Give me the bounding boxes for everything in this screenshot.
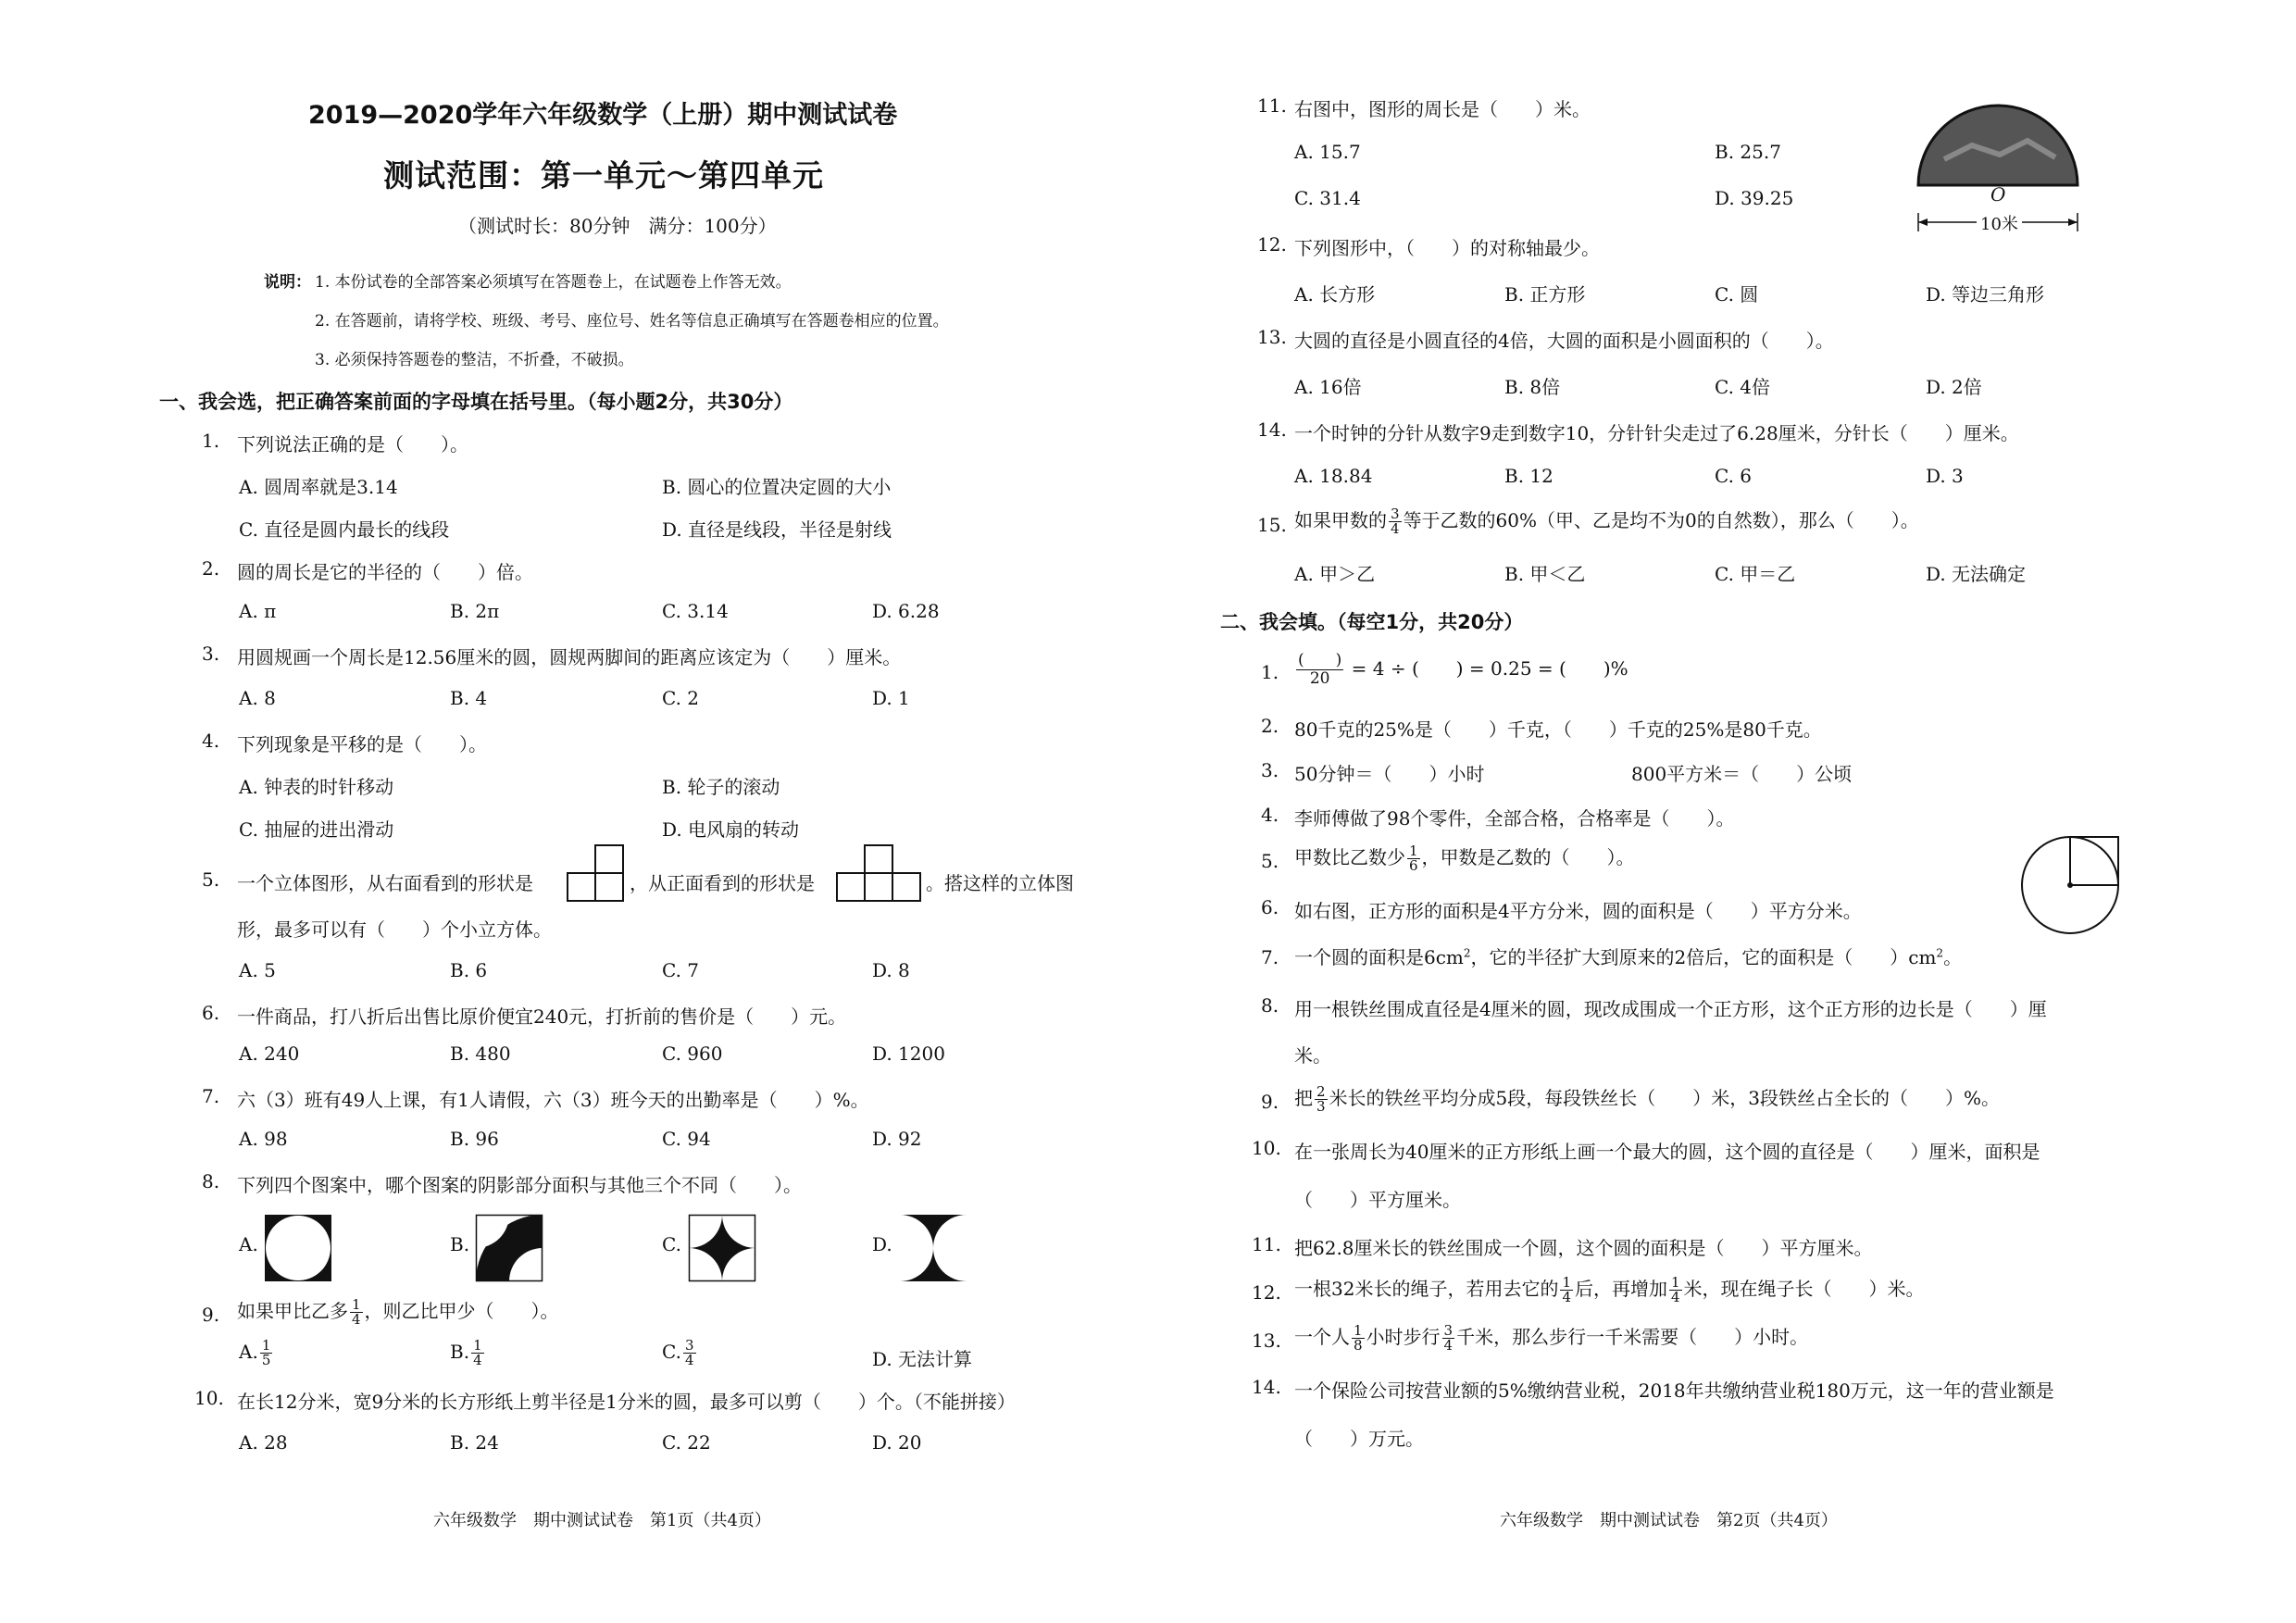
q9-num: 9. bbox=[202, 1304, 220, 1326]
q12-text: 下列图形中，（ ）的对称轴最少。 bbox=[1294, 237, 1600, 259]
q9-b-den: 4 bbox=[473, 1352, 482, 1368]
f7-text-2: ，它的半径扩大到原来的2倍后，它的面积是（ ）cm bbox=[1470, 946, 1937, 968]
f5-text-2: ，甲数是乙数的（ ）。 bbox=[1421, 846, 1635, 868]
f13-fraction-1 bbox=[1352, 1324, 1365, 1353]
q9-a-den: 5 bbox=[261, 1352, 271, 1368]
q10-option-b: B. 24 bbox=[450, 1431, 499, 1454]
f5-fraction bbox=[1407, 844, 1420, 873]
f1-fraction bbox=[1296, 652, 1343, 688]
q15-text-1: 如果甲数的 bbox=[1294, 509, 1387, 531]
f12-frac2-num: 1 bbox=[1671, 1274, 1680, 1291]
f9-frac-den: 3 bbox=[1316, 1098, 1326, 1115]
q6-option-b: B. 480 bbox=[450, 1042, 511, 1065]
q14-option-c: C. 6 bbox=[1715, 465, 1753, 487]
q10-text: 在长12分米，宽9分米的长方形纸上剪半径是1分米的圆，最多可以剪（ ）个。（不能拼接） bbox=[237, 1391, 1016, 1413]
f14-text-1: 一个保险公司按营业额的5%缴纳营业税，2018年共缴纳营业税180万元，这一年的营业额是 bbox=[1294, 1380, 2054, 1402]
q15-num: 15. bbox=[1257, 514, 1287, 536]
q7-option-d: D. 92 bbox=[872, 1128, 922, 1150]
f9-text-2: 米长的铁丝平均分成5段，每段铁丝长（ ）米，3段铁丝占全长的（ ）%。 bbox=[1329, 1087, 2000, 1109]
f1-text-expr: = 4 ÷ ( ) = 0.25 = ( )% bbox=[1351, 657, 1628, 680]
q8-option-c: C. bbox=[662, 1233, 681, 1255]
q4-num: 4. bbox=[202, 730, 220, 752]
notes-label: 说明： bbox=[264, 273, 311, 292]
pattern-b-shape bbox=[476, 1215, 543, 1281]
q15-frac-den: 4 bbox=[1391, 520, 1400, 537]
q9-c-num: 3 bbox=[684, 1337, 694, 1354]
q1-text: 下列说法正确的是（ ）。 bbox=[237, 433, 468, 456]
q11-text: 右图中，图形的周长是（ ）米。 bbox=[1294, 98, 1591, 120]
q2-option-c: C. 3.14 bbox=[662, 600, 729, 622]
pattern-c-shape bbox=[689, 1215, 755, 1281]
q9-frac-num: 1 bbox=[352, 1296, 361, 1313]
q7-num: 7. bbox=[202, 1085, 220, 1107]
f13-text-2: 小时步行 bbox=[1366, 1326, 1441, 1348]
f12-frac2-den: 4 bbox=[1671, 1289, 1680, 1305]
f9-text-1: 把 bbox=[1294, 1087, 1313, 1109]
f12-num: 12. bbox=[1252, 1281, 1281, 1304]
f12-text-1: 一根32米长的绳子，若用去它的 bbox=[1294, 1278, 1559, 1300]
f3-text-2: 800平方米＝（ ）公顷 bbox=[1631, 763, 1853, 785]
q14-option-a: A. 18.84 bbox=[1294, 465, 1373, 487]
f9-frac-num: 2 bbox=[1316, 1083, 1326, 1100]
q5-text-4: 形，最多可以有（ ）个小立方体。 bbox=[237, 918, 552, 941]
q12-num: 12. bbox=[1257, 233, 1287, 256]
exam-title: 2019—2020学年六年级数学（上册）期中测试试卷 bbox=[308, 101, 898, 130]
q4-option-d: D. 电风扇的转动 bbox=[662, 818, 800, 841]
q3-num: 3. bbox=[202, 643, 220, 665]
q12-option-a: A. 长方形 bbox=[1294, 283, 1376, 306]
q4-option-c: C. 抽屉的进出滑动 bbox=[239, 818, 394, 841]
q9-a-label: A. bbox=[239, 1341, 258, 1363]
f7-sup-2: 2 bbox=[1936, 946, 1944, 960]
f14-num: 14. bbox=[1252, 1376, 1281, 1398]
q8-option-a: A. bbox=[239, 1233, 258, 1255]
f4-num: 4. bbox=[1261, 804, 1279, 826]
q15-option-b: B. 甲＜乙 bbox=[1504, 563, 1586, 585]
q3-option-d: D. 1 bbox=[872, 687, 910, 709]
q6-num: 6. bbox=[202, 1002, 220, 1024]
q7-option-a: A. 98 bbox=[239, 1128, 288, 1150]
q14-num: 14. bbox=[1257, 418, 1287, 441]
f1-text bbox=[1294, 652, 1628, 688]
q12-option-c: C. 圆 bbox=[1715, 283, 1759, 306]
f10-text-1: 在一张周长为40厘米的正方形纸上画一个最大的圆，这个圆的直径是（ ）厘米，面积是 bbox=[1294, 1141, 2040, 1163]
f7-text-3: 。 bbox=[1943, 946, 1963, 968]
q9-option-a bbox=[239, 1339, 274, 1367]
f12-text-2: 后，再增加 bbox=[1575, 1278, 1667, 1300]
f5-text bbox=[1294, 843, 1635, 873]
q11-option-c: C. 31.4 bbox=[1294, 187, 1361, 209]
q9-text bbox=[237, 1296, 559, 1327]
f13-frac1-num: 1 bbox=[1354, 1322, 1363, 1339]
q11-num: 11. bbox=[1257, 94, 1287, 117]
q11-option-b: B. 25.7 bbox=[1715, 141, 1781, 163]
f12-frac1-den: 4 bbox=[1562, 1289, 1571, 1305]
q9-option-c bbox=[662, 1339, 698, 1367]
q1-option-c: C. 直径是圆内最长的线段 bbox=[239, 518, 450, 541]
q9-c-den: 4 bbox=[684, 1352, 694, 1368]
q11-option-a: A. 15.7 bbox=[1294, 141, 1361, 163]
f1-num: 1. bbox=[1261, 661, 1279, 683]
footer-left: 六年级数学 期中测试试卷 第1页（共4页） bbox=[433, 1511, 771, 1530]
f2-text: 80千克的25%是（ ）千克，（ ）千克的25%是80千克。 bbox=[1294, 718, 1822, 741]
exam-meta: （测试时长：80分钟 满分：100分） bbox=[458, 215, 777, 237]
f9-fraction bbox=[1315, 1085, 1328, 1114]
f12-fraction-1 bbox=[1560, 1276, 1573, 1305]
f3-text-1: 50分钟＝（ ）小时 bbox=[1294, 763, 1485, 785]
q2-option-a: A. π bbox=[239, 600, 277, 622]
q12-option-b: B. 正方形 bbox=[1504, 283, 1586, 306]
q1-num: 1. bbox=[202, 430, 220, 452]
q5-text-2: ，从正面看到的形状是 bbox=[630, 872, 815, 894]
q9-c-frac bbox=[683, 1339, 696, 1367]
f9-num: 9. bbox=[1261, 1091, 1279, 1113]
q1-option-d: D. 直径是线段，半径是射线 bbox=[662, 518, 892, 541]
q13-num: 13. bbox=[1257, 326, 1287, 348]
q9-a-num: 1 bbox=[261, 1337, 271, 1354]
q5-option-a: A. 5 bbox=[239, 959, 276, 981]
f12-text bbox=[1294, 1274, 1925, 1305]
q2-num: 2. bbox=[202, 557, 220, 580]
f7-text bbox=[1294, 943, 1962, 969]
footer-right: 六年级数学 期中测试试卷 第2页（共4页） bbox=[1500, 1511, 1838, 1530]
q10-num: 10. bbox=[194, 1387, 224, 1409]
q9-c-label: C. bbox=[662, 1341, 681, 1363]
f13-fraction-2 bbox=[1442, 1324, 1455, 1353]
q5-option-d: D. 8 bbox=[872, 959, 910, 981]
f12-frac1-num: 1 bbox=[1562, 1274, 1571, 1291]
f5-frac-den: 6 bbox=[1409, 857, 1418, 874]
f13-text-3: 千米，那么步行一千米需要（ ）小时。 bbox=[1456, 1326, 1809, 1348]
q15-option-d: D. 无法确定 bbox=[1926, 563, 2027, 585]
q6-option-a: A. 240 bbox=[239, 1042, 300, 1065]
q14-option-d: D. 3 bbox=[1926, 465, 1964, 487]
q9-b-num: 1 bbox=[473, 1337, 482, 1354]
q3-option-b: B. 4 bbox=[450, 687, 488, 709]
f8-text-1: 用一根铁丝围成直径是4厘米的圆，现改成围成一个正方形，这个正方形的边长是（ ）厘 bbox=[1294, 998, 2047, 1020]
note-3: 3. 必须保持答题卷的整洁，不折叠，不破损。 bbox=[315, 351, 634, 369]
f3-num: 3. bbox=[1261, 759, 1279, 781]
f6-num: 6. bbox=[1261, 896, 1279, 918]
q13-option-d: D. 2倍 bbox=[1926, 376, 1982, 398]
front-view-shape bbox=[836, 844, 921, 902]
q11-option-d: D. 39.25 bbox=[1715, 187, 1794, 209]
q13-option-b: B. 8倍 bbox=[1504, 376, 1561, 398]
f5-text-1: 甲数比乙数少 bbox=[1294, 846, 1405, 868]
f14-text-2: （ ）万元。 bbox=[1294, 1428, 1424, 1450]
q4-text: 下列现象是平移的是（ ）。 bbox=[237, 733, 487, 755]
f7-text-1: 一个圆的面积是6cm bbox=[1294, 946, 1464, 968]
q6-text: 一件商品，打八折后出售比原价便宜240元，打折前的售价是（ ）元。 bbox=[237, 1005, 847, 1028]
q4-option-a: A. 钟表的时针移动 bbox=[239, 776, 394, 798]
f2-num: 2. bbox=[1261, 715, 1279, 737]
f8-text-2: 米。 bbox=[1294, 1044, 1331, 1067]
f12-fraction-2 bbox=[1669, 1276, 1682, 1305]
q8-option-b: B. bbox=[450, 1233, 470, 1255]
f13-frac1-den: 8 bbox=[1354, 1337, 1363, 1354]
q2-option-b: B. 2π bbox=[450, 600, 500, 622]
f6-text: 如右图，正方形的面积是4平方分米，圆的面积是（ ）平方分米。 bbox=[1294, 900, 1862, 922]
q9-a-frac bbox=[260, 1339, 273, 1367]
q10-option-c: C. 22 bbox=[662, 1431, 711, 1454]
q5-option-c: C. 7 bbox=[662, 959, 700, 981]
f13-frac2-num: 3 bbox=[1443, 1322, 1454, 1339]
f13-text-1: 一个人 bbox=[1294, 1326, 1350, 1348]
q15-option-a: A. 甲＞乙 bbox=[1294, 563, 1376, 585]
q15-option-c: C. 甲＝乙 bbox=[1715, 563, 1796, 585]
q13-text: 大圆的直径是小圆直径的4倍，大圆的面积是小圆面积的（ ）。 bbox=[1294, 330, 1834, 352]
q9-b-frac bbox=[471, 1339, 484, 1367]
q9-b-label: B. bbox=[450, 1341, 470, 1363]
f4-text: 李师傅做了98个零件，全部合格，合格率是（ ）。 bbox=[1294, 807, 1735, 830]
q5-text-3: 。搭这样的立体图 bbox=[926, 872, 1074, 894]
q9-text-1: 如果甲比乙多 bbox=[237, 1300, 348, 1322]
q7-option-b: B. 96 bbox=[450, 1128, 499, 1150]
q9-option-b bbox=[450, 1339, 486, 1367]
q13-option-c: C. 4倍 bbox=[1715, 376, 1771, 398]
q10-option-a: A. 28 bbox=[239, 1431, 288, 1454]
q4-option-b: B. 轮子的滚动 bbox=[662, 776, 780, 798]
pattern-a-shape bbox=[265, 1215, 331, 1281]
note-2: 2. 在答题前，请将学校、班级、考号、座位号、姓名等信息正确填写在答题卷相应的位置。 bbox=[315, 312, 949, 331]
q8-num: 8. bbox=[202, 1170, 220, 1192]
f10-text-2: （ ）平方厘米。 bbox=[1294, 1189, 1461, 1211]
q15-frac-num: 3 bbox=[1391, 506, 1400, 522]
q13-option-a: A. 16倍 bbox=[1294, 376, 1362, 398]
f12-text-3: 米，现在绳子长（ ）米。 bbox=[1683, 1278, 1925, 1300]
q14-option-b: B. 12 bbox=[1504, 465, 1554, 487]
q8-text: 下列四个图案中，哪个图案的阴影部分面积与其他三个不同（ ）。 bbox=[237, 1174, 802, 1196]
q14-text: 一个时钟的分针从数字9走到数字10，分针针尖走过了6.28厘米，分针长（ ）厘米。 bbox=[1294, 422, 2019, 444]
q8-option-d: D. bbox=[872, 1233, 892, 1255]
exam-scope: 测试范围：第一单元～第四单元 bbox=[383, 157, 824, 194]
q2-text: 圆的周长是它的半径的（ ）倍。 bbox=[237, 561, 533, 583]
f10-num: 10. bbox=[1252, 1137, 1281, 1159]
q2-option-d: D. 6.28 bbox=[872, 600, 940, 622]
semicircle-dimension-label: 10米 bbox=[1977, 211, 2022, 235]
q7-text: 六（3）班有49人上课，有1人请假，六（3）班今天的出勤率是（ ）%。 bbox=[237, 1089, 869, 1111]
f1-frac-den: 20 bbox=[1309, 669, 1330, 688]
f1-frac-num: ( ) bbox=[1298, 651, 1342, 669]
q3-text: 用圆规画一个周长是12.56厘米的圆，圆规两脚间的距离应该定为（ ）厘米。 bbox=[237, 646, 902, 668]
q6-option-d: D. 1200 bbox=[872, 1042, 945, 1065]
q1-option-a: A. 圆周率就是3.14 bbox=[239, 476, 398, 498]
q3-option-a: A. 8 bbox=[239, 687, 276, 709]
f9-text bbox=[1294, 1083, 2000, 1114]
q12-option-d: D. 等边三角形 bbox=[1926, 283, 2045, 306]
f13-text bbox=[1294, 1322, 1808, 1353]
f13-frac2-den: 4 bbox=[1443, 1337, 1454, 1354]
q15-fraction bbox=[1389, 507, 1402, 536]
q1-option-b: B. 圆心的位置决定圆的大小 bbox=[662, 476, 892, 498]
semicircle-center-label: O bbox=[1990, 183, 2006, 206]
q9-option-d: D. 无法计算 bbox=[872, 1348, 973, 1370]
right-view-shape bbox=[567, 844, 624, 902]
q5-num: 5. bbox=[202, 868, 220, 891]
f5-num: 5. bbox=[1261, 850, 1279, 872]
q9-frac-den: 4 bbox=[352, 1311, 361, 1328]
f8-num: 8. bbox=[1261, 994, 1279, 1017]
pattern-d-shape bbox=[900, 1215, 967, 1281]
f11-text: 把62.8厘米长的铁丝围成一个圆，这个圆的面积是（ ）平方厘米。 bbox=[1294, 1237, 1873, 1259]
q9-fraction bbox=[350, 1298, 363, 1327]
f7-num: 7. bbox=[1261, 946, 1279, 968]
f13-num: 13. bbox=[1252, 1330, 1281, 1352]
q15-text bbox=[1294, 506, 1919, 536]
f5-frac-num: 1 bbox=[1409, 843, 1418, 859]
q3-option-c: C. 2 bbox=[662, 687, 700, 709]
f11-num: 11. bbox=[1252, 1233, 1281, 1255]
q6-option-c: C. 960 bbox=[662, 1042, 723, 1065]
q7-option-c: C. 94 bbox=[662, 1128, 711, 1150]
circle-square-figure bbox=[2020, 833, 2122, 935]
section2-title: 二、我会填。（每空1分，共20分） bbox=[1220, 611, 1524, 633]
q5-option-b: B. 6 bbox=[450, 959, 488, 981]
f7-sup-1: 2 bbox=[1463, 946, 1471, 960]
q15-text-2: 等于乙数的60%（甲、乙是均不为0的自然数），那么（ ）。 bbox=[1403, 509, 1919, 531]
section1-title: 一、我会选，把正确答案前面的字母填在括号里。（每小题2分，共30分） bbox=[159, 391, 793, 413]
q9-text-2: ，则乙比甲少（ ）。 bbox=[364, 1300, 559, 1322]
note-1: 1. 本份试卷的全部答案必须填写在答题卷上，在试题卷上作答无效。 bbox=[315, 273, 792, 292]
q5-text-1: 一个立体图形，从右面看到的形状是 bbox=[237, 872, 533, 894]
q10-option-d: D. 20 bbox=[872, 1431, 922, 1454]
